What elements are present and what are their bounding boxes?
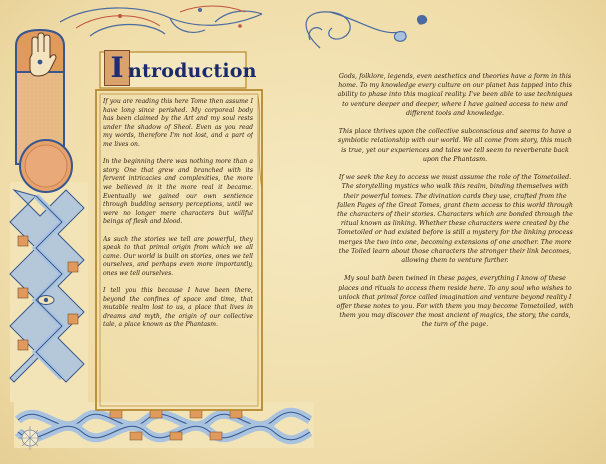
left-text-column [103,98,253,402]
left-paragraph: If you are reading this here Tome then assume I have long since perished. My corporeal body has been claimed by the Art and my soul rests under the shadow of Sheol. Even as you read my words, therefore I'm not lost, and a part of me lives on. [103,98,253,148]
corner-vine-icon [306,12,427,48]
left-paragraph: As such the stories we tell are powerful, they speak to that primal origin from which we all came. Our world is built on stories, ones we tell ourselves, and perhaps even more importantly, ones we tell ourselves. [103,235,253,277]
left-paragraph: In the beginning there was nothing more than a story. One that grew and branched with its fervent intricacies and complexities, the more we believed in it the more real it became. Eventually we gained our own sentience through budding sensory perceptions, until we were no longer mere characters but willful beings of flesh and blood. [103,158,253,226]
right-text-column [336,72,574,339]
right-paragraph: This place thrives upon the collective subconscious and seems to have a symbiotic relationship with our world. We all come from story, this much is true, yet our experiences and tales we tell seem to reverberate back upon the Phantasm. [337,128,573,163]
top-filigree [60,8,262,36]
title-initial: I [104,50,130,86]
right-paragraph: My soul bath been twined in these pages, everything I know of these places and rituals to access them reside here. To any soul who wishes to unlock that primal force called imagination and venture beyond reality I offer these notes to you. For with them you may become Tometoiled, with them you may discover the most ancient of magics, the story, the cards, the turn of the page. [336,275,574,329]
right-paragraph: If we seek the key to access we must assume the role of the Tometoiled. The storytelling mystics who walk this realm, binding themselves with their powerful tomes. The divination cards they use, crafted from the fallen Pages of the Great Tomes, grant them access to this world through the characters of their stories. Characters which are bonded through the ritual known as linking. Whether these characters were created by the Tometoiled or had existed before is still a mystery for the linking process merges the two into one, becoming extensions of one another. The more the Toiled learn about those characters the stronger their link becomes, allowing them to venture further. [337,174,573,265]
left-knot-column [10,182,88,402]
left-paragraph: I tell you this because I have been there, beyond the confines of space and time, that mutable realm lost to us, a place that lives in dreams and myth, the origin of our collective tale, a place known as the Phantasm. [103,287,253,329]
eye-icon [38,296,54,305]
page-title: ntroduction [128,60,257,82]
sun-disc-icon [20,140,72,192]
right-paragraph: Gods, folklore, legends, even aesthetics and theories have a form in this home. To my knowledge every culture on our planet has tapped into this ability to phase into this magical reality. I've been able to use techniques to venture deeper and deeper, where I have gained access to new and different tools and knowledge. [337,73,573,117]
